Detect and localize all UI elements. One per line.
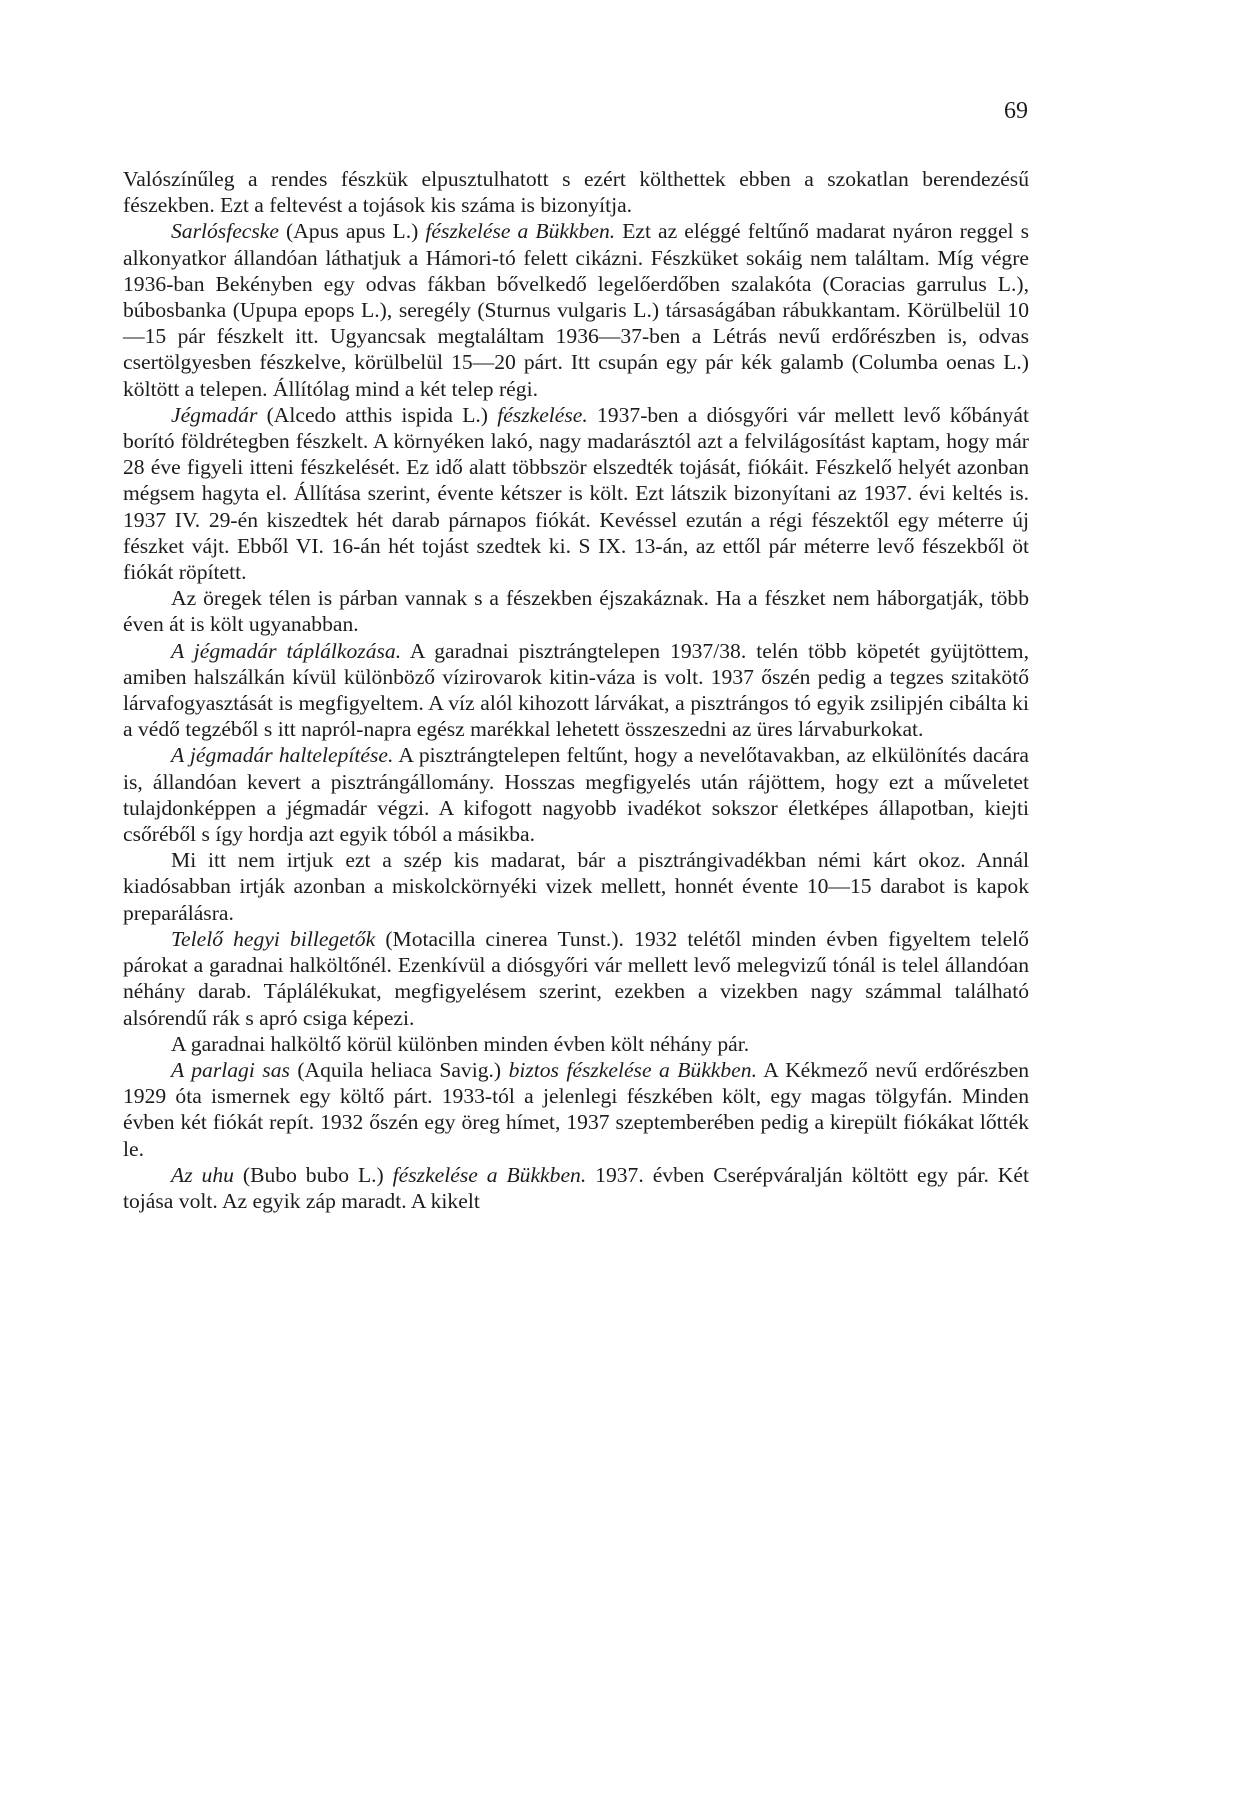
paragraph xyxy=(123,926,1029,1031)
text-segment: (Apus apus L.) xyxy=(278,219,426,244)
italic-text: Jégmadár xyxy=(171,402,258,427)
italic-text: Sarlósfecske xyxy=(171,219,279,244)
text-segment: Mi itt nem irtjuk ezt a szép kis madarat, bár a pisztrángivadékban némi kárt okoz. Annál kiadósabban irtják azonban a miskolckörnyéki vizek mellett, honnét évente 10—15 darabot is kapok preparálásra. xyxy=(123,848,1029,925)
italic-text: Az uhu xyxy=(171,1162,234,1187)
italic-text: Telelő hegyi billegetők xyxy=(171,926,376,951)
paragraph xyxy=(123,638,1029,743)
text-segment: Valószínűleg a rendes fészkük elpusztulhatott s ezért költhettek ebben a szokatlan berendezésű fészekben. Ezt a feltevést a tojások kis száma is bizonyítja. xyxy=(123,167,1029,218)
italic-text: fészkelése a Bükkben. xyxy=(425,219,616,244)
paragraph xyxy=(123,166,1029,218)
paragraph xyxy=(123,1031,1029,1057)
italic-text: A jégmadár haltelepítése. xyxy=(171,743,394,768)
italic-text: A parlagi sas xyxy=(171,1057,290,1082)
text-segment: Az öregek télen is párban vannak s a fészekben éjszakáznak. Ha a fészket nem háborgatják, több éven át is költ ugyanabban. xyxy=(123,586,1029,637)
italic-text: fészkelése. xyxy=(497,402,588,427)
paragraph xyxy=(123,402,1029,585)
text-segment: (Motacilla cinerea Tunst.). 1932 telétől minden évben figyeltem telelő párokat a garadnai halköltőnél. Ezenkívül a diósgyőri vár mellett levő melegvizű tónál is telel állandóan néhány darab. Táplálékukat, megfigyelésem szerint, ezekben a vizekben nagy számmal található alsórendű rák s apró csiga képezi. xyxy=(123,926,1029,1030)
italic-text: A jégmadár táplálkozása. xyxy=(171,638,402,663)
italic-text: fészkelése a Bükkben. xyxy=(392,1162,587,1187)
text-segment: (Aquila heliaca Savig.) xyxy=(289,1057,509,1082)
text-segment: Ezt az eléggé feltűnő madarat nyáron reggel s alkonyatkor állandóan láthatjuk a Hámori-tó felett cikázni. Fészküket sokáig nem találtam. Míg végre 1936-ban Bekényben egy odvas fákban bővelkedő legelőerdőben szalakóta (Coracias garrulus L.), búbosbanka (Upupa epops L.), seregély (Sturnus vulgaris L.) társaságában rábukkantam. Körülbelül 10—15 pár fészkelt itt. Ugyancsak megtaláltam 1936—37-ben a Létrás nevű erdőrészben is, odvas csertölgyesben fészkelve, körülbelül 15—20 párt. Itt csupán egy pár kék galamb (Columba oenas L.) költött a telepen. Állítólag mind a két telep régi. xyxy=(123,219,1029,401)
italic-text: biztos fészkelése a Bükkben. xyxy=(508,1057,757,1082)
paragraph xyxy=(123,1057,1029,1162)
text-segment: 1937. évben Cserépváralján költött egy pár. Két tojása volt. Az egyik záp maradt. A kikelt xyxy=(123,1162,1029,1213)
paragraph xyxy=(123,742,1029,847)
page-number: 69 xyxy=(1004,98,1028,124)
text-segment: A garadnai halköltő körül különben minden évben költ néhány pár. xyxy=(171,1031,750,1056)
paragraph xyxy=(123,218,1029,401)
paragraph xyxy=(123,1162,1029,1214)
paragraph xyxy=(123,847,1029,926)
text-segment: A garadnai pisztrángtelepen 1937/38. telén több köpetét gyüjtöttem, amiben halszálkán kívül különböző vízirovarok kitin-váza is volt. 1937 őszén pedig a tegzes szitakötő lárvafogyasztását is megfigyeltem. A víz alól kihozott lárvákat, a pisztrángos tó egyik zsilipjén cibálta ki a védő tegzéből s itt napról-napra egész marékkal lehetett összeszedni az üres lárvaburkokat. xyxy=(123,638,1029,742)
text-segment: A pisztrángtelepen feltűnt, hogy a nevelőtavakban, az elkülönítés dacára is, állandóan kevert a pisztrángállomány. Hosszas megfigyelés után rájöttem, hogy ezt a műveletet tulajdonképpen a jégmadár végzi. A kifogott nagyobb ivadékot sokszor életképes állapotban, kiejti csőréből s így hordja azt egyik tóból a másikba. xyxy=(123,743,1029,847)
text-segment: 1937-ben a diósgyőri vár mellett levő kőbányát borító földrétegben fészkelt. A környéken lakó, nagy madarásztól azt a felvilágosítást kaptam, hogy már 28 éve figyeli itteni fészkelését. Ez idő alatt többször elszedték tojását, fiókáit. Fészkelő helyét azonban mégsem hagyta el. Állítása szerint, évente kétszer is költ. Ezt látszik bizonyítani az 1937. évi keltés is. 1937 IV. 29-én kiszedtek hét darab párnapos fiókát. Kevéssel ezután a régi fészektől egy méterre új fészket vájt. Ebből VI. 16-án hét tojást szedtek ki. S IX. 13-án, az ettől pár méterre levő fészekből öt fiókát röpített. xyxy=(123,402,1029,585)
text-segment: A Kékmező nevű erdőrészben 1929 óta ismernek egy költő párt. 1933-tól a jelenlegi fészkében költ, egy magas tölgyfán. Minden évben két fiókát repít. 1932 őszén egy öreg hímet, 1937 szeptemberében pedig a kirepült fiókákat lőtték le. xyxy=(123,1057,1029,1161)
body-text xyxy=(123,166,1029,1214)
text-segment: (Alcedo atthis ispida L.) xyxy=(257,402,498,427)
text-segment: (Bubo bubo L.) xyxy=(233,1162,393,1187)
paragraph xyxy=(123,585,1029,637)
